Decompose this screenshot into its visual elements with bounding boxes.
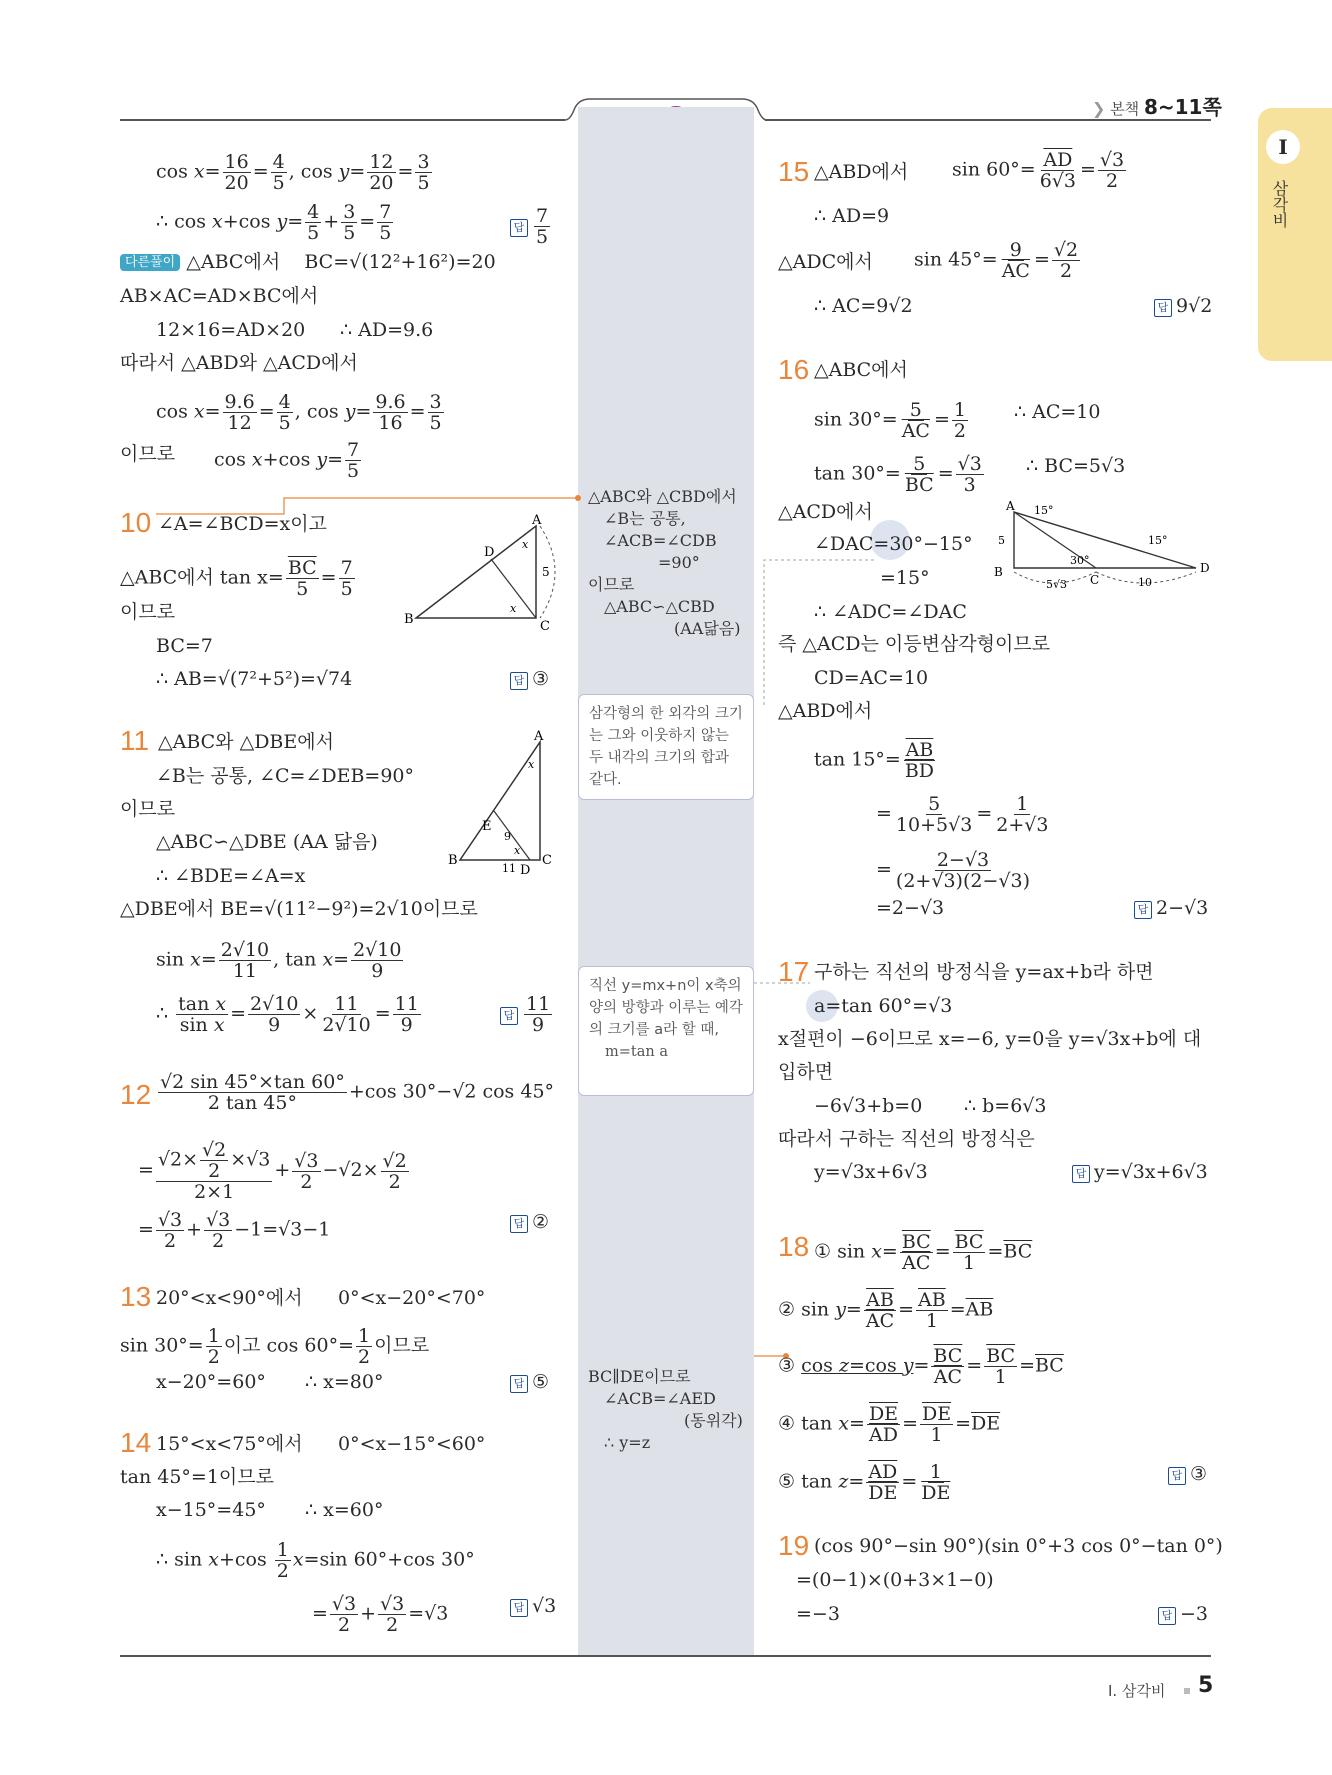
svg-text:E: E: [482, 819, 492, 834]
svg-text:C: C: [542, 853, 552, 868]
answer-badge-icon: 답: [1134, 901, 1152, 919]
p16-line4: △ACD에서: [778, 501, 873, 523]
svg-text:B: B: [994, 565, 1003, 579]
side-tab-roman: I: [1266, 130, 1300, 164]
p10-line3: 이므로: [120, 601, 176, 623]
p18-line4: ④ tan x= $\frac{\overline{DE}}{AD}$ = $\frac{\overline{DE}}{1}$ $=\overline{DE}$: [778, 1403, 1001, 1446]
svg-text:30°: 30°: [1070, 554, 1090, 567]
p13-line3a: x−20°=60°: [156, 1371, 266, 1393]
p19-line3: =−3: [796, 1603, 840, 1625]
p13-answer: 답 ⑤: [510, 1370, 549, 1394]
svg-text:C: C: [1090, 573, 1100, 587]
problem-number-18: 18: [778, 1231, 810, 1262]
p15-line3-eq: sin 45°= $\frac{9}{AC}$ = $\frac{√2}{2}$: [914, 239, 1079, 282]
side-tab-label: 삼각비: [1270, 180, 1289, 228]
p14-line4: ∴ sin x+cos $\frac{1}{2}$ x=sin 60°+cos 30°: [156, 1539, 475, 1582]
problem-number-19: 19: [778, 1530, 810, 1561]
problem-number-15: 15: [778, 156, 810, 187]
svg-text:A: A: [1006, 499, 1015, 513]
p18-line5: ⑤ tan z= $\frac{\overline{AD}}{DE}$ = $\frac{1}{DE}$: [778, 1461, 951, 1504]
footer-dot: [1184, 1688, 1190, 1694]
problem-number-11: 11: [120, 725, 150, 756]
svg-text:A: A: [534, 729, 544, 744]
p16-answer: 답 2−√3: [1134, 896, 1208, 920]
p17-line5b: ∴ b=6√3: [964, 1095, 1047, 1117]
p12-line1: $\frac{√2 \sin 45^\circ\times\tan 60^\circ}{2 \tan 45^\circ}$ +cos 30°−√2 cos 45°: [160, 1071, 555, 1114]
answer-badge-icon: 답: [1072, 1165, 1090, 1183]
svg-text:D: D: [484, 545, 495, 560]
p17-line5a: −6√3+b=0: [814, 1095, 923, 1117]
p15-line2: ∴ AD=9: [814, 205, 890, 227]
p16-line3: tan 30°= $\frac{5}{BC}$ = $\frac{√3}{3}$: [814, 453, 982, 496]
note-box-slope: 직선 y=mx+n이 x축의 양의 방향과 이루는 예각의 크기를 a라 할 때, m=tan a: [578, 966, 754, 1096]
p9-line2: ∴ cos x+cos y= $\frac{4}{5}$ + $\frac{3}{5}$ = $\frac{7}{5}$: [156, 201, 392, 244]
header-rule-left: [120, 119, 565, 121]
p11-answer: 답 $\frac{11}{9}$: [500, 994, 554, 1035]
p12-answer: 답 ②: [510, 1210, 549, 1234]
p17-line4: 입하면: [778, 1061, 834, 1083]
p9-line8-label: 이므로: [120, 443, 176, 465]
p14-line3b: ∴ x=60°: [305, 1499, 384, 1521]
p11-line8: ∴ $\frac{\text{tan x}}{\text{sin x}}$ = $\frac{2√10}{9}$ × $\frac{11}{2√10}$ = $\frac{11}{9}$: [156, 993, 419, 1036]
p15-line3: △ADC에서: [778, 251, 873, 273]
p10-line5: ∴ AB=√(7²+5²)=√74: [156, 668, 353, 690]
connector-10: [154, 494, 584, 518]
problem-number-14: 14: [120, 1427, 152, 1458]
svg-text:5: 5: [998, 534, 1005, 547]
svg-text:x: x: [514, 844, 521, 857]
p18-line2: ② sin y= $\frac{\overline{AB}}{AC}$ = $\frac{\overline{AB}}{1}$ $=\overline{AB}$: [778, 1289, 994, 1332]
p11-line5: ∴ ∠BDE=∠A=x: [156, 865, 306, 887]
problem-number-10: 10: [120, 507, 152, 538]
p17-line1: 구하는 직선의 방정식을 y=ax+b라 하면: [814, 961, 1154, 983]
p14-line1b: 0°<x−15°<60°: [338, 1433, 486, 1455]
note-parallel-lines: BC∥DE이므로 ∠ACB=∠AED (동위각) ∴ y=z: [588, 1367, 743, 1452]
p16-line11: tan 15°= $\frac{\overline{AB}}{BD}$: [814, 739, 935, 782]
problem-number-17: 17: [778, 956, 810, 987]
p19-line2: =(0−1)×(0+3×1−0): [796, 1569, 994, 1591]
p11-line1: △ABC와 △DBE에서: [158, 731, 334, 753]
p14-answer: 답 √3: [510, 1594, 556, 1618]
p9-answer: 답 $\frac{7}{5}$: [510, 206, 552, 247]
p10-line2: △ABC에서 tan x= $\frac{\overline{BC}}{5}$ = $\frac{7}{5}$: [120, 557, 353, 600]
answer-badge-icon: 답: [1158, 1607, 1176, 1625]
answer-badge-icon: 답: [510, 1215, 528, 1233]
triangle-diagram-10: [400, 512, 570, 632]
svg-text:15°: 15°: [1148, 534, 1168, 547]
p15-line1: △ABD에서: [814, 161, 909, 183]
page-reference: ❯ 본책 8~11쪽: [1092, 95, 1222, 119]
p16-line9: CD=AC=10: [814, 667, 929, 689]
p18-line1: ① sin x= $\frac{\overline{BC}}{AC}$ = $\frac{\overline{BC}}{1}$ $=\overline{BC}$: [814, 1231, 1033, 1274]
p16-line10: △ABD에서: [778, 700, 873, 722]
p16-line14: =2−√3: [876, 897, 945, 919]
svg-text:10: 10: [1138, 576, 1152, 589]
svg-text:x: x: [522, 538, 529, 551]
answer-badge-icon: 답: [500, 1007, 518, 1025]
answer-badge-icon: 답: [510, 1599, 528, 1617]
p10-line4: BC=7: [156, 635, 213, 657]
p11-line4: △ABC∽△DBE (AA 닮음): [156, 831, 378, 853]
p9-line8: cos x+cos y= $\frac{7}{5}$: [214, 439, 360, 482]
svg-text:C: C: [540, 619, 550, 632]
triangle-diagram-11: [444, 728, 564, 878]
p10-answer: 답 ③: [510, 667, 549, 691]
svg-text:x: x: [510, 602, 517, 615]
answer-badge-icon: 답: [510, 219, 528, 237]
svg-text:B: B: [448, 853, 458, 868]
p14-line3a: x−15°=45°: [156, 1499, 266, 1521]
p12-line3: = $\frac{√3}{2}$ + $\frac{√3}{2}$ −1=√3−1: [138, 1209, 331, 1252]
svg-text:5: 5: [542, 565, 550, 579]
answer-badge-icon: 답: [510, 672, 528, 690]
p9-line7: cos x= $\frac{9.6}{12}$ = $\frac{4}{5}$ , cos y= $\frac{9.6}{16}$ = $\frac{3}{5}$: [156, 391, 442, 434]
p14-line5: = $\frac{√3}{2}$ + $\frac{√3}{2}$ =√3: [312, 1593, 449, 1636]
svg-text:5√3: 5√3: [1046, 578, 1068, 591]
alt-solution-tag: 다른풀이: [120, 254, 180, 271]
page-number: 5: [1198, 1673, 1214, 1698]
footer-chapter: I. 삼각비: [1108, 1682, 1166, 1700]
p13-line2: sin 30°= $\frac{1}{2}$ 이고 cos 60°= $\frac{1}{2}$ 이므로: [120, 1325, 430, 1368]
p17-line3: x절편이 −6이므로 x=−6, y=0을 y=√3x+b에 대: [778, 1028, 1202, 1050]
p11-line6: △DBE에서 BE=√(11²−9²)=2√10이므로: [120, 898, 478, 920]
triangle-diagram-16: [992, 498, 1212, 594]
svg-text:D: D: [520, 863, 531, 878]
p9-line5b: ∴ AD=9.6: [340, 319, 434, 341]
p11-line2: ∠B는 공통, ∠C=∠DEB=90°: [156, 765, 415, 787]
p10-line1: ∠A=∠BCD=x이고: [158, 513, 327, 535]
p9-line5a: 12×16=AD×20: [156, 319, 306, 341]
answer-badge-icon: 답: [510, 1375, 528, 1393]
p9-line6: 따라서 △ABD와 △ACD에서: [120, 352, 358, 374]
p11-line3: 이므로: [120, 798, 176, 820]
p16-line5: ∠DAC=30°−15°: [814, 533, 973, 555]
p14-line2: tan 45°=1이므로: [120, 1466, 274, 1488]
p15-line1-eq: sin 60°= $\frac{\overline{AD}}{6√3}$ = $\frac{√3}{2}$: [952, 149, 1125, 192]
svg-text:9: 9: [504, 830, 511, 843]
p17-line7: y=√3x+6√3: [814, 1161, 928, 1183]
p15-line4: ∴ AC=9√2: [814, 295, 913, 317]
p15-answer: 답 9√2: [1154, 294, 1212, 318]
problem-number-13: 13: [120, 1281, 152, 1312]
p19-line1: (cos 90°−sin 90°)(sin 0°+3 cos 0°−tan 0°): [814, 1535, 1223, 1557]
p14-line1a: 15°<x<75°에서: [156, 1433, 303, 1455]
p16-line12: = $\frac{5}{10+5√3}$ = $\frac{1}{2+√3}$: [876, 793, 1049, 836]
p17-line2: a=tan 60°=√3: [814, 995, 953, 1017]
svg-text:D: D: [1200, 561, 1210, 575]
svg-text:A: A: [532, 513, 542, 528]
p16-line1: △ABC에서: [814, 359, 908, 381]
svg-text:15°: 15°: [1034, 504, 1054, 517]
problem-number-12: 12: [120, 1079, 152, 1110]
p17-line6: 따라서 구하는 직선의 방정식은: [778, 1128, 1035, 1150]
answer-badge-icon: 답: [1154, 299, 1172, 317]
p16-line2: sin 30°= $\frac{5}{AC}$ = $\frac{1}{2}$: [814, 399, 966, 442]
p16-line6: =15°: [880, 567, 930, 589]
p13-line3b: ∴ x=80°: [305, 1371, 384, 1393]
p9-line4: AB×AC=AD×BC에서: [120, 285, 319, 307]
note-similar-triangles: △ABC와 △CBD에서 ∠B는 공통, ∠ACB=∠CDB =90° 이므로 △ABC∽△CBD (AA닮음): [588, 487, 741, 638]
problem-number-16: 16: [778, 354, 810, 385]
p13-line1a: 20°<x<90°에서: [156, 1287, 303, 1309]
p17-answer: 답 y=√3x+6√3: [1072, 1160, 1208, 1184]
chevron-right-icon: ❯: [1092, 99, 1106, 118]
svg-text:x: x: [528, 758, 535, 771]
footer-rule: [120, 1655, 1211, 1657]
p16-line2b: ∴ AC=10: [1014, 401, 1101, 423]
svg-text:B: B: [404, 612, 414, 627]
p9-line1: cos x= $\frac{16}{20}$ = $\frac{4}{5}$ , cos y= $\frac{12}{20}$ = $\frac{3}{5}$: [156, 151, 430, 194]
svg-text:11: 11: [502, 862, 516, 875]
p11-line7: sin x= $\frac{2√10}{11}$ , tan x= $\frac{2√10}{9}$: [156, 939, 402, 982]
answer-badge-icon: 답: [1168, 1467, 1186, 1485]
p9-alt-line: 다른풀이 △ABC에서 BC=√(12²+16²)=20: [120, 250, 496, 274]
p16-line7: ∴ ∠ADC=∠DAC: [814, 601, 967, 623]
p13-line1b: 0°<x−20°<70°: [338, 1287, 486, 1309]
p18-line3: ③ cos z=cos y= $\frac{\overline{BC}}{AC}$ = $\frac{\overline{BC}}{1}$ $=\overline{BC}$: [778, 1345, 1064, 1388]
note-box-exterior-angle: 삼각형의 한 외각의 크기는 그와 이웃하지 않는 두 내각의 크기의 합과 같다.: [578, 694, 754, 800]
p16-line3b: ∴ BC=5√3: [1026, 455, 1126, 477]
p12-line2: = √2× $\frac{√2}{2}$ ×√3 2×1 + $\frac{√3}{2}$ −√2× $\frac{√2}{2}$: [138, 1139, 407, 1203]
p16-line8: 즉 △ACD는 이등변삼각형이므로: [778, 633, 1051, 655]
p16-line13: = $\frac{2-√3}{(2+√3)(2-√3)}$: [876, 849, 1030, 892]
p18-answer: 답 ③: [1168, 1462, 1207, 1486]
p19-answer: 답 −3: [1158, 1602, 1208, 1626]
